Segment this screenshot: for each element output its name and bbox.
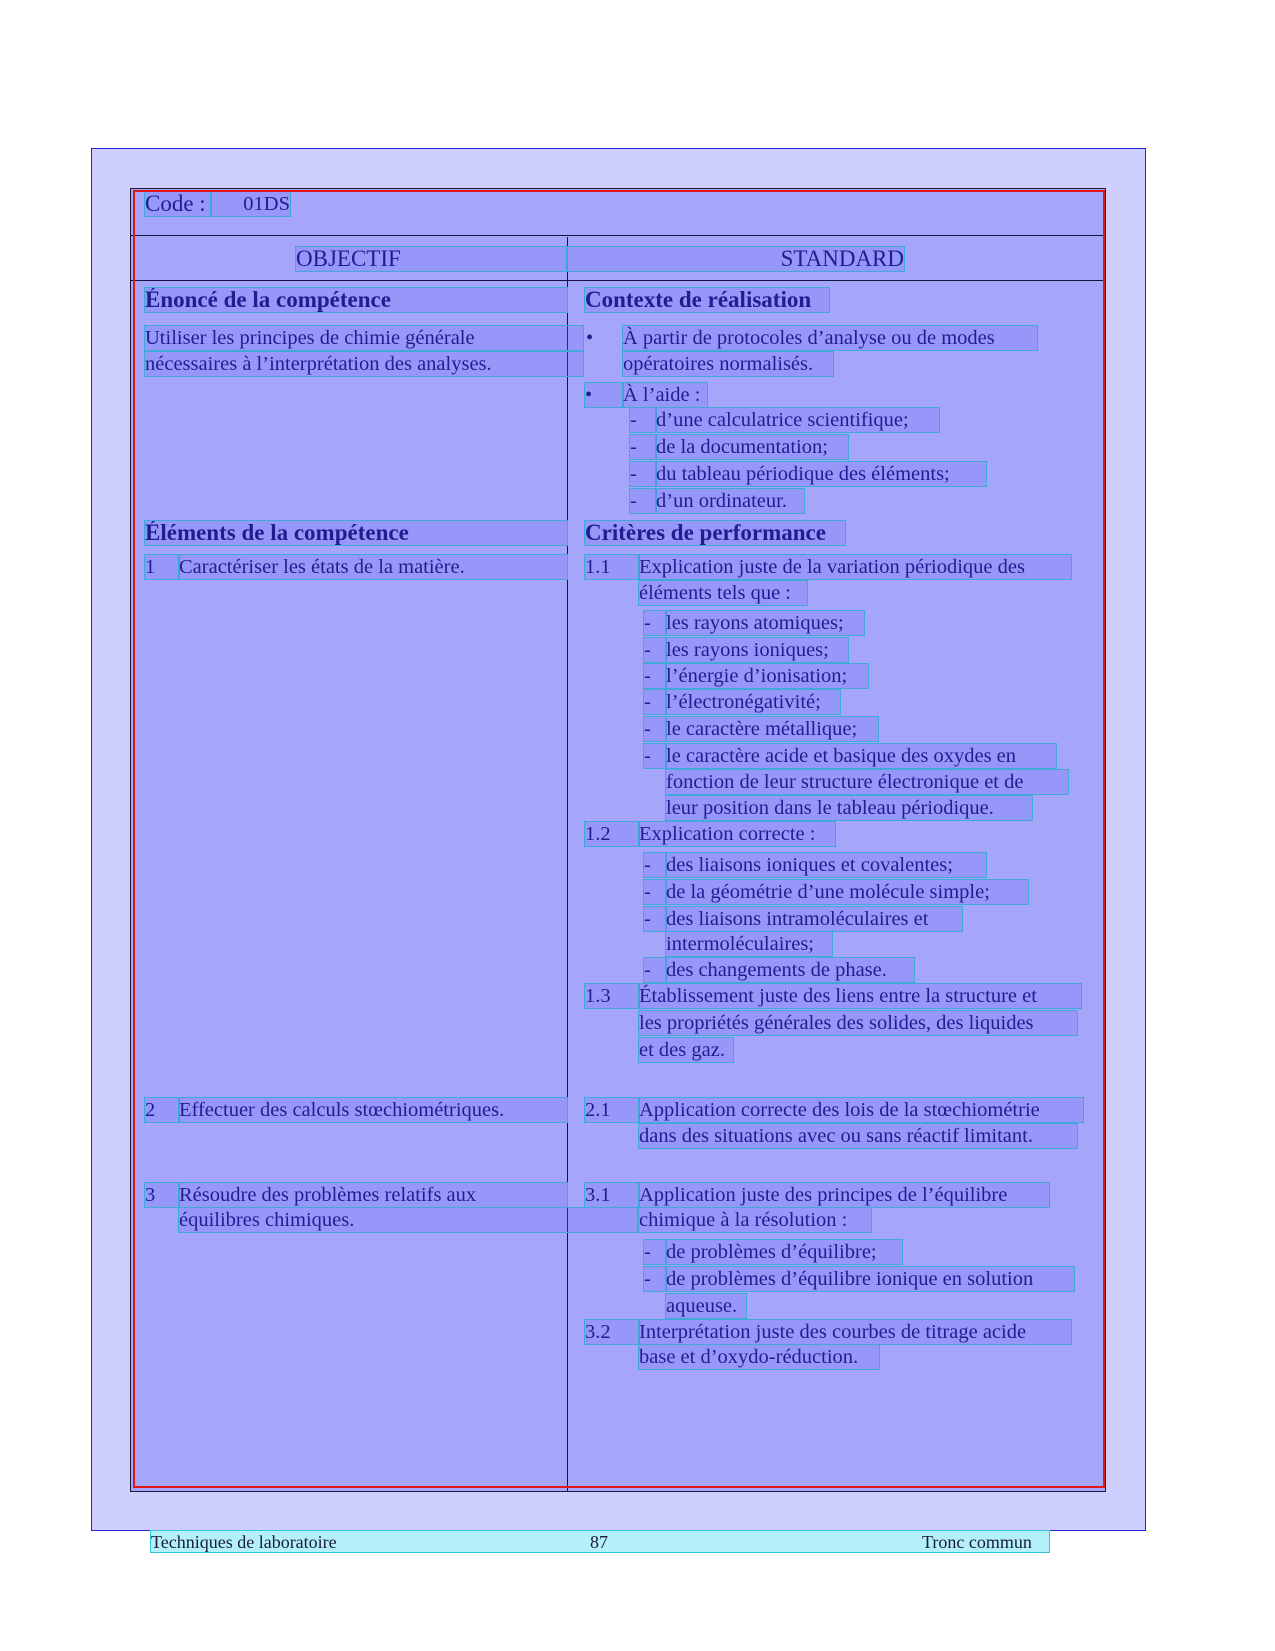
dash-marker: -: [644, 907, 666, 931]
critere-item: le caractère acide et basique des oxydes en: [666, 744, 1056, 768]
bullet-icon: •: [586, 327, 594, 349]
critere-item: des liaisons ioniques et covalentes;: [666, 853, 986, 877]
column-divider: [567, 237, 568, 1492]
header-standard: STANDARD: [567, 247, 904, 271]
footer-program: Techniques de laboratoire: [151, 1532, 337, 1552]
dash-marker: -: [644, 853, 666, 877]
aide-item: du tableau périodique des éléments;: [656, 462, 986, 486]
dash-marker: -: [630, 462, 656, 486]
dash-marker: -: [644, 880, 666, 904]
dash-marker: -: [644, 1267, 666, 1291]
dash-marker: -: [644, 664, 666, 688]
critere-number: 3.1: [585, 1183, 639, 1207]
dash-marker: -: [644, 611, 666, 635]
critere-item: aqueuse.: [666, 1294, 746, 1318]
aide-item: d’une calculatrice scientifique;: [656, 408, 939, 432]
critere-item: l’électronégativité;: [666, 690, 840, 714]
element-text: équilibres chimiques.: [179, 1208, 637, 1232]
critere-text: les propriétés générales des solides, des liquides: [639, 1011, 1077, 1035]
critere-item: de la géométrie d’une molécule simple;: [666, 880, 1028, 904]
dash-marker: -: [644, 1240, 666, 1264]
bullet-icon: •: [585, 383, 623, 407]
dash-marker: -: [630, 435, 656, 459]
dash-marker: -: [644, 638, 666, 662]
critere-text: Explication correcte :: [639, 822, 835, 846]
dash-marker: -: [644, 690, 666, 714]
dash-marker: -: [630, 489, 656, 513]
critere-text: Interprétation juste des courbes de titrage acide: [639, 1320, 1071, 1344]
divider: [130, 280, 1106, 281]
element-number: 1: [145, 555, 179, 579]
contexte-title: Contexte de réalisation: [585, 288, 829, 312]
critere-text: Établissement juste des liens entre la structure et: [639, 984, 1081, 1008]
contexte-text: opératoires normalisés.: [623, 352, 833, 376]
footer-section: Tronc commun: [922, 1532, 1032, 1552]
divider: [130, 235, 1106, 236]
critere-item: le caractère métallique;: [666, 717, 878, 741]
critere-number: 1.3: [585, 984, 639, 1008]
aide-item: de la documentation;: [656, 435, 848, 459]
dash-marker: -: [630, 408, 656, 432]
critere-item: des liaisons intramoléculaires et: [666, 907, 962, 931]
critere-item: des changements de phase.: [666, 958, 914, 982]
critere-item: intermoléculaires;: [666, 932, 832, 956]
criteres-title: Critères de performance: [585, 521, 845, 545]
critere-text: Application juste des principes de l’équilibre: [639, 1183, 1049, 1207]
enonce-title: Énoncé de la compétence: [145, 288, 567, 312]
contexte-text: À partir de protocoles d’analyse ou de modes: [623, 326, 1037, 350]
dash-marker: -: [644, 958, 666, 982]
footer-page-number: 87: [590, 1532, 608, 1552]
code-label: Code :: [145, 192, 211, 216]
code-value: 01DS: [211, 192, 290, 216]
critere-number: 3.2: [585, 1320, 639, 1344]
element-number: 3: [145, 1183, 179, 1207]
element-text: Caractériser les états de la matière.: [179, 555, 567, 579]
header-objectif: OBJECTIF: [296, 247, 567, 271]
element-number: 2: [145, 1098, 179, 1122]
dash-marker: -: [644, 717, 666, 741]
dash-marker: -: [644, 744, 666, 768]
critere-item: de problèmes d’équilibre ionique en solution: [666, 1267, 1074, 1291]
enonce-text: nécessaires à l’interprétation des analyses.: [145, 352, 583, 376]
critere-number: 1.2: [585, 822, 639, 846]
elements-title: Éléments de la compétence: [145, 521, 567, 545]
critere-text: éléments tels que :: [639, 581, 807, 605]
critere-item: de problèmes d’équilibre;: [666, 1240, 902, 1264]
critere-item: les rayons ioniques;: [666, 638, 848, 662]
enonce-text: Utiliser les principes de chimie générale: [145, 326, 583, 350]
critere-item: fonction de leur structure électronique et de: [666, 770, 1068, 794]
critere-text: Explication juste de la variation périodique des: [639, 555, 1071, 579]
critere-item: leur position dans le tableau périodique.: [666, 796, 1032, 820]
contexte-text: À l’aide :: [623, 383, 707, 407]
element-text: Résoudre des problèmes relatifs aux: [179, 1183, 567, 1207]
critere-item: l’énergie d’ionisation;: [666, 664, 868, 688]
element-text: Effectuer des calculs stœchiométriques.: [179, 1098, 567, 1122]
critere-text: dans des situations avec ou sans réactif limitant.: [639, 1124, 1077, 1148]
critere-item: les rayons atomiques;: [666, 611, 864, 635]
critere-number: 2.1: [585, 1098, 639, 1122]
aide-item: d’un ordinateur.: [656, 489, 804, 513]
critere-text: et des gaz.: [639, 1038, 733, 1062]
critere-text: base et d’oxydo-réduction.: [639, 1345, 879, 1369]
critere-number: 1.1: [585, 555, 639, 579]
critere-text: Application correcte des lois de la stœchiométrie: [639, 1098, 1083, 1122]
critere-text: chimique à la résolution :: [639, 1208, 871, 1232]
